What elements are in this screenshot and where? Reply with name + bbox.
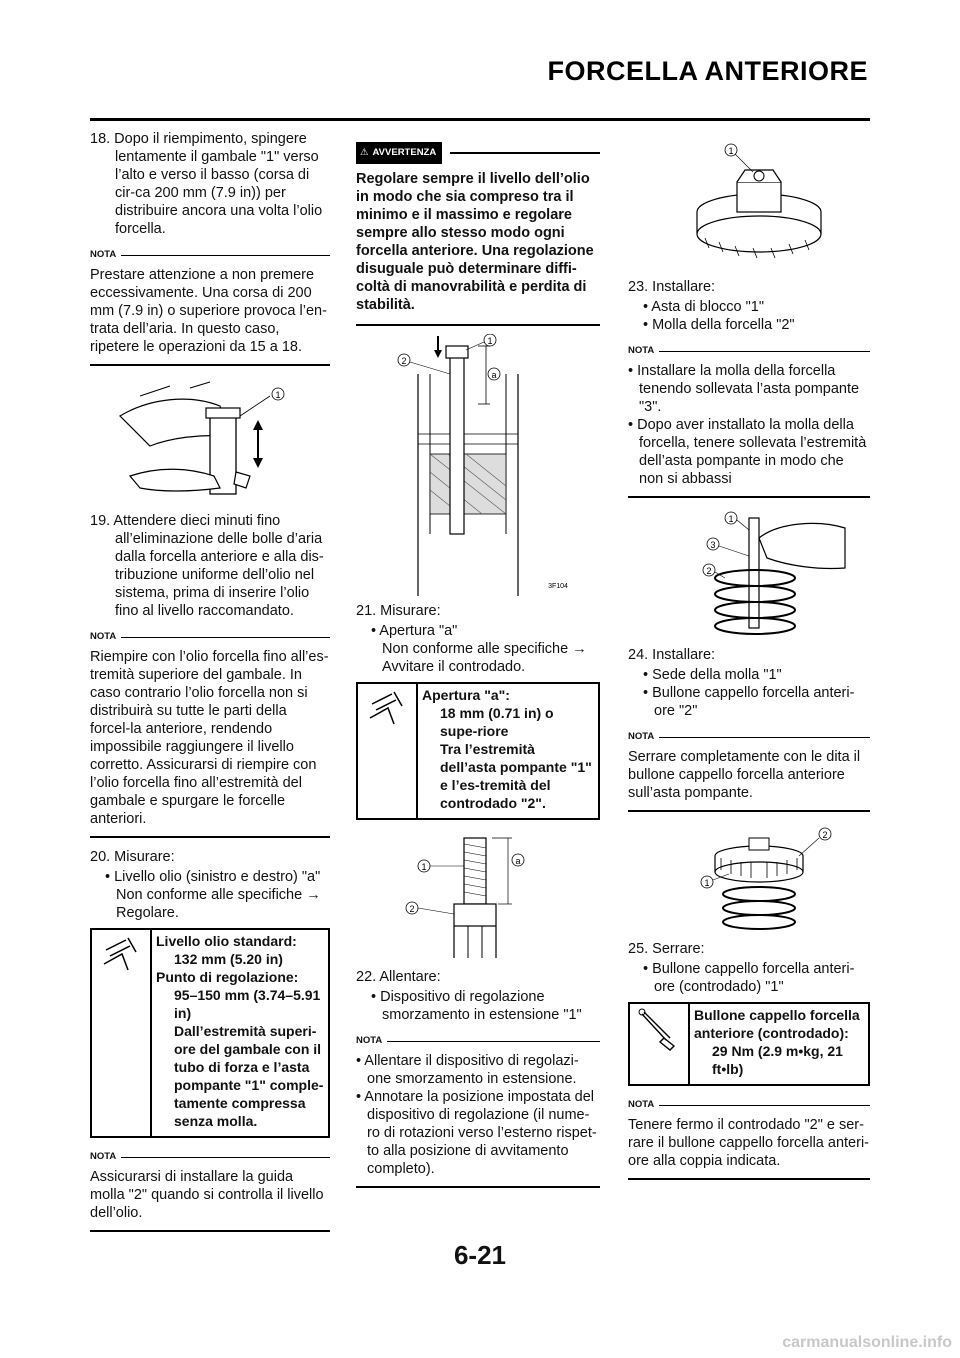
nota-heading: NOTA xyxy=(90,246,330,264)
step-23: 23. Installare: xyxy=(628,279,716,295)
nota-block xyxy=(628,342,870,498)
nota-text: Assicurarsi di installare la guida molla "2" quando si controlla il livello dell’olio. xyxy=(90,1169,324,1221)
nota-text: Riempire con l’olio forcella fino all’es-tremità superiore del gambale. In caso contrario l’olio forcella non si distribuirà su tutte le parti della forcel-la anteriore, rendendo impossibile raggiungere il livello corretto. Assicurarsi di riempire con l’olio forcella fino all’estremità del gambale e spurgare le forcelle anteriori. xyxy=(90,649,329,827)
nota-heading: NOTA xyxy=(356,1032,600,1050)
step-25-bullet: • Bullone cappello forcella anteri-ore (controdado) "1" xyxy=(643,961,855,995)
watermark[interactable]: carmanualsonline.info xyxy=(782,1334,952,1351)
spec-value: 18 mm (0.71 in) o supe-riore xyxy=(440,705,554,739)
nota-heading: NOTA xyxy=(90,628,330,646)
nota-heading: NOTA xyxy=(90,1148,330,1166)
step-21-bullet: • Apertura "a" xyxy=(371,623,458,639)
step-20: 20. Misurare: xyxy=(90,849,175,865)
spring-install-figure xyxy=(649,508,849,638)
spec-value: 95–150 mm (3.74–5.91 in) xyxy=(174,987,321,1021)
locknut-figure xyxy=(388,830,568,960)
callout-1: 1 xyxy=(487,336,493,346)
nota-heading: NOTA xyxy=(628,728,870,746)
nota-bullet: • Annotare la posizione impostata del dispositivo di regolazione (il nume-ro di rotazioni verso l’esterno rispet-to alla posizione di avvitamento completo). xyxy=(356,1089,597,1177)
callout-a: a xyxy=(491,370,497,380)
step-18: 18. Dopo il riempimento, spingere lentamente il gambale "1" verso l’alto e verso il basso (corsa di cir-ca 200 mm (7.9 in)) per distribuire ancora una volta l’olio forcella. xyxy=(90,131,323,237)
step-22-bullet: • Dispositivo di regolazione smorzamento in estensione "1" xyxy=(371,989,582,1023)
step-22: 22. Allentare: xyxy=(356,969,441,985)
nota-text: Tenere fermo il controdado "2" e ser-rare il bullone cappello forcella anteri-ore alla coppia indicata. xyxy=(628,1117,869,1169)
page-number: 6-21 xyxy=(453,1240,507,1270)
nota-text: Serrare completamente con le dita il bullone cappello forcella anteriore sull’asta pompante. xyxy=(628,749,861,801)
callout-a: a xyxy=(515,856,521,866)
warning-heading: ⚠ AVVERTENZA xyxy=(356,142,600,164)
spec-value: 132 mm (5.20 in) xyxy=(174,951,283,967)
cap-bolt-figure xyxy=(649,130,849,270)
callout-1: 1 xyxy=(728,146,734,156)
spec-line: Punto di regolazione: xyxy=(156,969,299,985)
fork-pump-figure xyxy=(110,376,310,506)
nota-bullet: • Installare la molla della forcella tenendo sollevata l’asta pompante "3". xyxy=(628,363,860,415)
warning-text: Regolare sempre il livello dell’olio in modo che sia compreso tra il minimo e il massimo e regolare sempre allo stesso modo ogni forcella anteriore. Una regolazione disuguale può determinare diffi-coltà di manovrabilità e perdita di stabilità. xyxy=(356,171,594,313)
caliper-icon xyxy=(358,684,418,818)
spec-value: Dall’estremità superi-ore del gambale con il tubo di forza e l’asta pompante "1" comple-tamente compressa senza molla. xyxy=(174,1023,324,1129)
figure-code: 3F104 xyxy=(548,583,568,590)
callout-1: 1 xyxy=(704,878,710,888)
step-21: 21. Misurare: xyxy=(356,603,441,619)
callout-1: 1 xyxy=(728,514,734,524)
nota-block xyxy=(90,1148,330,1232)
nota-heading: NOTA xyxy=(628,342,870,360)
header-rule xyxy=(90,118,870,121)
nota-block xyxy=(90,628,330,838)
callout-1: 1 xyxy=(275,390,281,400)
page-title: FORCELLA ANTERIORE xyxy=(547,56,868,86)
callout-2: 2 xyxy=(409,904,415,914)
spec-box-gap xyxy=(356,682,600,820)
spec-box-oil-level xyxy=(90,928,330,1138)
callout-1: 1 xyxy=(421,862,427,872)
step-24: 24. Installare: xyxy=(628,647,716,663)
torque-wrench-icon xyxy=(630,1004,690,1084)
step-24-bullet: • Sede della molla "1" xyxy=(643,667,782,683)
step-23-bullet: • Molla della forcella "2" xyxy=(643,317,795,333)
nota-block xyxy=(628,1096,870,1180)
step-21-sub: Non conforme alle specifiche → Avvitare il controdado. xyxy=(382,641,587,675)
nota-text: Prestare attenzione a non premere eccessivamente. Una corsa di 200 mm (7.9 in) o superiore provoca l’en-trata dell’aria. In questo caso, ripetere le operazioni da 15 a 18. xyxy=(90,267,327,355)
nota-block xyxy=(628,728,870,812)
step-19: 19. Attendere dieci minuti fino all’eliminazione delle bolle d’aria dalla forcella anteriore e alla dis-tribuzione uniforme dell’olio nel sistema, prima di inserire l’olio fino al livello raccomandato. xyxy=(90,513,324,619)
caliper-icon xyxy=(92,930,152,1136)
callout-2: 2 xyxy=(401,356,407,366)
column-middle xyxy=(356,130,600,1198)
callout-2: 2 xyxy=(822,830,828,840)
step-25: 25. Serrare: xyxy=(628,941,705,957)
spec-line: Livello olio standard: xyxy=(156,933,297,949)
column-left xyxy=(90,130,330,1242)
spec-box-torque xyxy=(628,1002,870,1086)
fork-cross-section-figure xyxy=(378,334,578,596)
cap-bolt-tighten-figure xyxy=(649,822,849,932)
nota-heading: NOTA xyxy=(628,1096,870,1114)
step-23-bullet: • Asta di blocco "1" xyxy=(643,299,764,315)
spec-line: Bullone cappello forcella anteriore (controdado): xyxy=(694,1007,860,1041)
nota-bullet: • Allentare il dispositivo di regolazi-one smorzamento in estensione. xyxy=(356,1053,579,1087)
callout-2: 2 xyxy=(706,566,712,576)
nota-bullet: • Dopo aver installato la molla della forcella, tenere sollevata l’estremità dell’asta pompante in modo che non si abbassi xyxy=(628,417,867,487)
step-20-sub: Non conforme alle specifiche → Regolare. xyxy=(116,887,321,921)
spec-line: Apertura "a": xyxy=(422,687,510,703)
callout-3: 3 xyxy=(710,540,716,550)
warning-icon: ⚠ xyxy=(360,147,369,158)
step-20-bullet: • Livello olio (sinistro e destro) "a" xyxy=(105,869,321,885)
spec-value: 29 Nm (2.9 m•kg, 21 ft•lb) xyxy=(712,1043,843,1077)
nota-block xyxy=(356,1032,600,1188)
nota-block xyxy=(90,246,330,366)
step-24-bullet: • Bullone cappello forcella anteri-ore "2" xyxy=(643,685,855,719)
column-right xyxy=(628,130,870,1190)
spec-value: Tra l’estremità dell’asta pompante "1" e l’es-tremità del controdado "2". xyxy=(440,741,592,811)
